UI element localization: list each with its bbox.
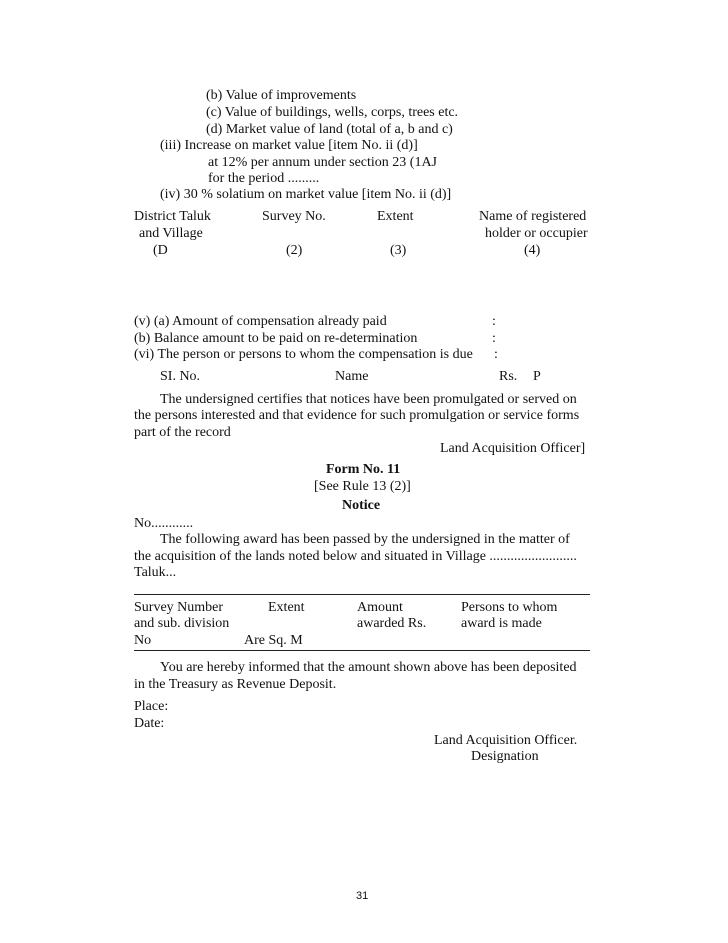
item-b: (b) Value of improvements <box>206 88 357 103</box>
p-header: P <box>533 369 541 384</box>
colon: : <box>492 314 496 329</box>
t2-col1-line2: and sub. division <box>134 616 230 631</box>
signature-officer: Land Acquisition Officer. <box>434 733 578 748</box>
form-rule: [See Rule 13 (2)] <box>314 479 411 494</box>
t2-col1-line1: Survey Number <box>134 600 224 615</box>
certify-line3: part of the record <box>134 425 231 440</box>
item-c: (c) Value of buildings, wells, corps, trees etc. <box>206 105 459 120</box>
place-label: Place: <box>134 699 169 714</box>
colon: : <box>492 331 496 346</box>
name-header: Name <box>335 369 369 384</box>
t1-col1-line1: District Taluk <box>134 209 211 224</box>
t2-col1-line3: No <box>134 633 152 648</box>
t2-col4-line1: Persons to whom <box>461 600 558 615</box>
table-bottom-rule <box>134 650 590 651</box>
t2-col2-line1: Extent <box>268 600 305 615</box>
certify-officer: Land Acquisition Officer] <box>440 441 586 456</box>
t1-col4-line1: Name of registered <box>479 209 587 224</box>
item-iii-line1: (iii) Increase on market value [item No. ii (d)] <box>160 138 418 153</box>
t2-col3-line1: Amount <box>357 600 403 615</box>
rs-header: Rs. <box>499 369 518 384</box>
item-vi: (vi) The person or persons to whom the compensation is due <box>134 347 473 362</box>
colon: : <box>494 347 498 362</box>
date-label: Date: <box>134 716 165 731</box>
item-v-a: (v) (a) Amount of compensation already paid <box>134 314 387 329</box>
item-iv: (iv) 30 % solatium on market value [item No. ii (d)] <box>160 187 452 202</box>
signature-designation: Designation <box>471 749 539 764</box>
award-line3: Taluk... <box>134 565 177 580</box>
item-iii-line2: at 12% per annum under section 23 (1AJ <box>208 155 437 170</box>
item-v-b: (b) Balance amount to be paid on re-determination <box>134 331 418 346</box>
t2-col3-line2: awarded Rs. <box>357 616 427 631</box>
award-line2: the acquisition of the lands noted below and situated in Village ......................... <box>134 549 577 564</box>
sl-no-header: SI. No. <box>160 369 201 384</box>
item-d: (d) Market value of land (total of a, b and c) <box>206 122 453 137</box>
item-iii-line3: for the period ......... <box>208 171 320 186</box>
page-number: 31 <box>356 890 369 902</box>
form-title: Form No. 11 <box>326 462 401 477</box>
notice-heading: Notice <box>342 498 381 513</box>
closing-line1: You are hereby informed that the amount shown above has been deposited <box>160 660 577 675</box>
award-line1: The following award has been passed by the undersigned in the matter of <box>160 532 570 547</box>
t1-col4-num: (4) <box>524 243 541 258</box>
t1-col2: Survey No. <box>262 209 326 224</box>
certify-line1: The undersigned certifies that notices have been promulgated or served on <box>160 392 577 407</box>
table-top-rule <box>134 594 590 595</box>
t1-col2-num: (2) <box>286 243 303 258</box>
t1-col1-num: (D <box>153 243 168 258</box>
t1-col4-line2: holder or occupier <box>485 226 588 241</box>
closing-line2: in the Treasury as Revenue Deposit. <box>134 677 337 692</box>
certify-line2: the persons interested and that evidence for such promulgation or service forms <box>134 408 580 423</box>
t2-col2-line3: Are Sq. M <box>244 633 303 648</box>
t1-col3: Extent <box>377 209 414 224</box>
notice-number: No............ <box>134 516 194 531</box>
t1-col1-line2: and Village <box>139 226 203 241</box>
t1-col3-num: (3) <box>390 243 407 258</box>
t2-col4-line2: award is made <box>461 616 542 631</box>
